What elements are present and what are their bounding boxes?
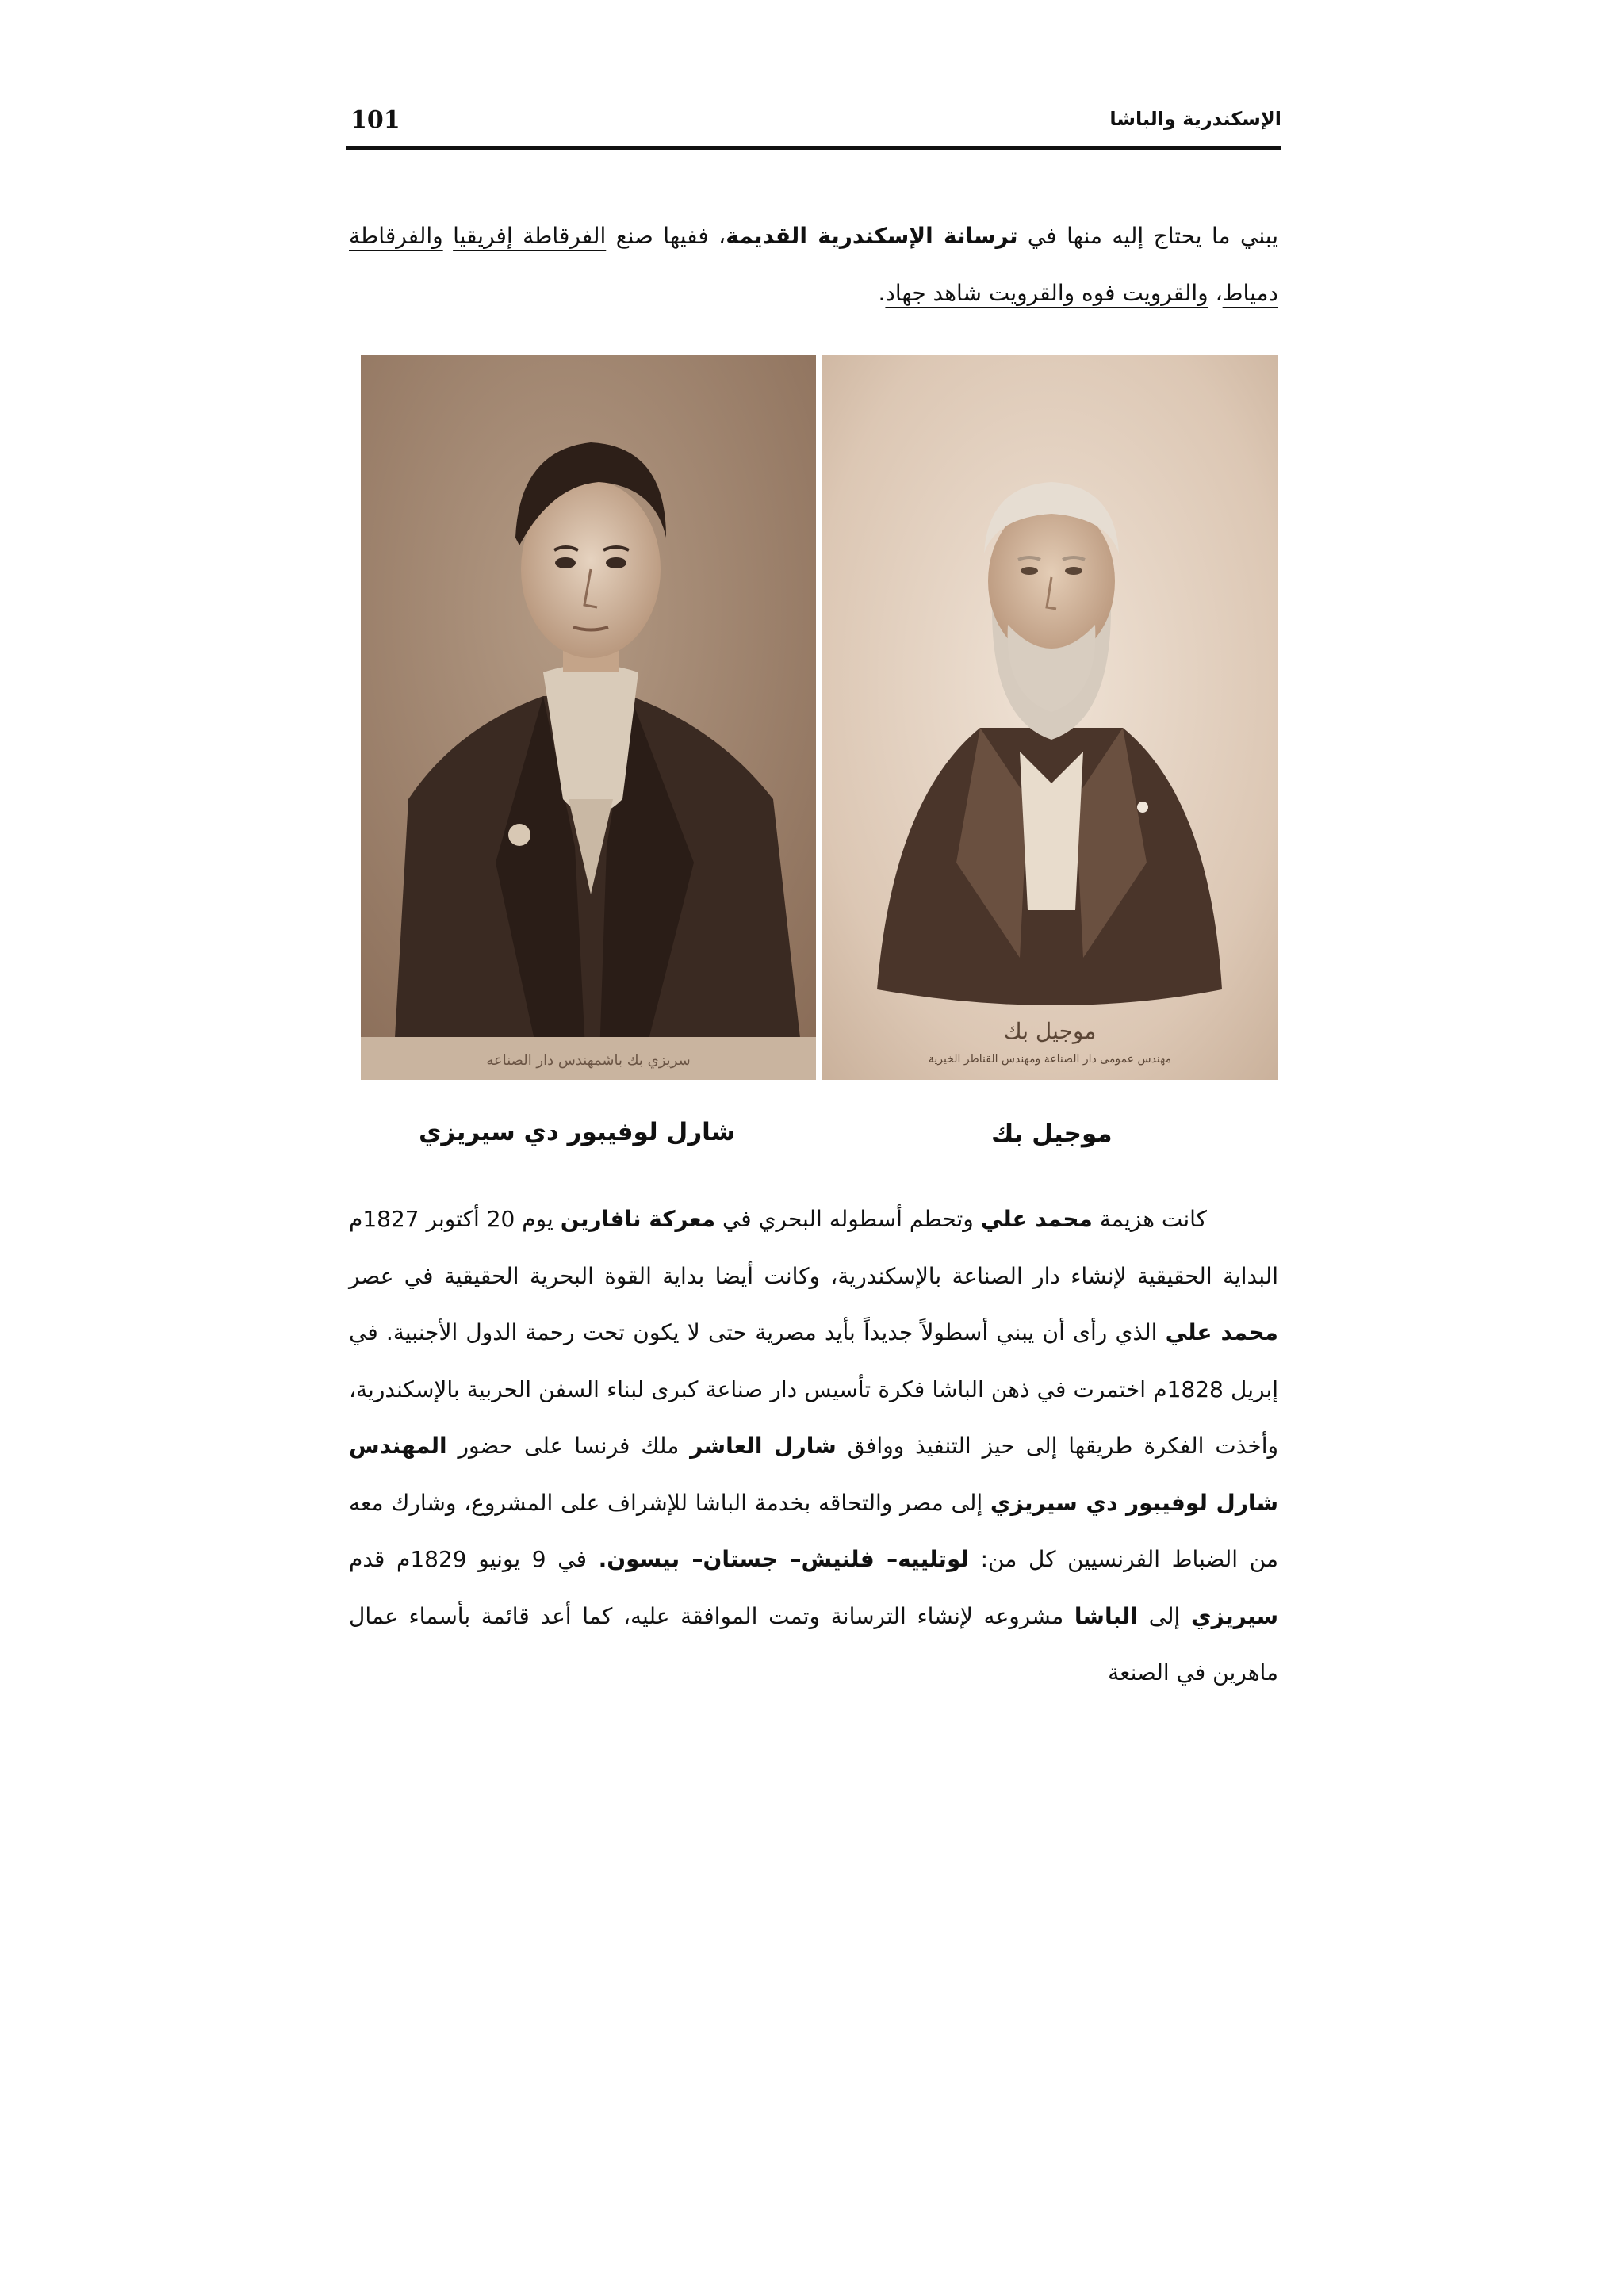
caption-cerisy: شارل لوفيبور دي سيريزي bbox=[419, 1118, 736, 1146]
bold-term: معركة نافارين bbox=[560, 1206, 716, 1232]
bold-term: المهندس شارل لوفيبور دي سيريزي bbox=[349, 1433, 1278, 1516]
page-header bbox=[346, 103, 1281, 146]
bold-term: الباشا bbox=[1074, 1602, 1139, 1629]
bold-term: محمد علي bbox=[980, 1206, 1093, 1232]
body-paragraph: كانت هزيمة محمد علي وتحطم أسطوله البحري في معركة نافارين يوم 20 أكتوبر 1827م البداية الحقيقية لإنشاء دار الصناعة بالإسكندرية، وكانت أيضا بداية القوة البحرية الحقيقية في عصر محمد علي الذي رأى أن يبني أسطولاً جديداً بأيد مصرية حتى لا يكون تحت رحمة الدول الأجنبية. في إبريل 1828م اختمرت في ذهن الباشا فكرة تأسيس دار صناعة كبرى لبناء السفن الحربية بالإسكندرية، وأخذت الفكرة طريقها إلى حيز التنفيذ ووافق شارل العاشر ملك فرنسا على حضور المهندس شارل لوفيبور دي سيريزي إلى مصر والتحاقه بخدمة الباشا للإشراف على المشروع، وشارك معه من الضباط الفرنسيين كل من: لوتلييه– فلنيش– جستان– بيسون. في 9 يونيو 1829م قدم سيريزي إلى الباشا مشروعه لإنشاء الترسانة وتمت الموافقة عليه، كما أعد قائمة بأسماء عمال ماهرين في الصنعة bbox=[349, 1206, 1279, 1686]
underlined-term: والقرويت فوه والقرويت شاهد جهاد bbox=[885, 280, 1208, 306]
portrait-cerisy-inscription: سريزي بك باشمهندس دار الصناعه bbox=[486, 1052, 691, 1069]
portrait-cerisy-image bbox=[361, 355, 816, 1080]
underlined-term: والفرقاطة دمياط bbox=[349, 223, 1278, 306]
bold-term: لوتلييه– فلنيش– جستان– بيسون. bbox=[598, 1546, 970, 1572]
page-number: 101 bbox=[350, 106, 400, 134]
bold-term: شارل العاشر bbox=[690, 1433, 837, 1459]
bold-term: سيريزي bbox=[1191, 1602, 1278, 1629]
intro-paragraph: يبني ما يحتاج إليه منها في ترسانة الإسكندرية القديمة، ففيها صنع الفرقاطة إفريقيا والفرقاطة دمياط، والقرويت فوه والقرويت شاهد جهاد. bbox=[349, 223, 1279, 306]
caption-mougel: موجيل بك bbox=[991, 1119, 1113, 1148]
portrait-cerisy bbox=[361, 355, 816, 1080]
underlined-term: الفرقاطة إفريقيا bbox=[453, 223, 607, 249]
bold-term: ترسانة الإسكندرية القديمة bbox=[726, 223, 1018, 249]
portrait-mougel bbox=[822, 355, 1278, 1080]
header-rule bbox=[346, 146, 1281, 150]
portrait-mougel-image bbox=[822, 355, 1278, 1080]
portrait-mougel-inscription-title: مهندس عمومى دار الصناعة ومهندس القناطر الخيرية bbox=[928, 1053, 1172, 1066]
running-title: الإسكندرية والباشا bbox=[1109, 108, 1281, 130]
portrait-mougel-inscription-name: موجيل بك bbox=[1003, 1018, 1097, 1044]
bold-term: محمد علي bbox=[1165, 1319, 1279, 1345]
